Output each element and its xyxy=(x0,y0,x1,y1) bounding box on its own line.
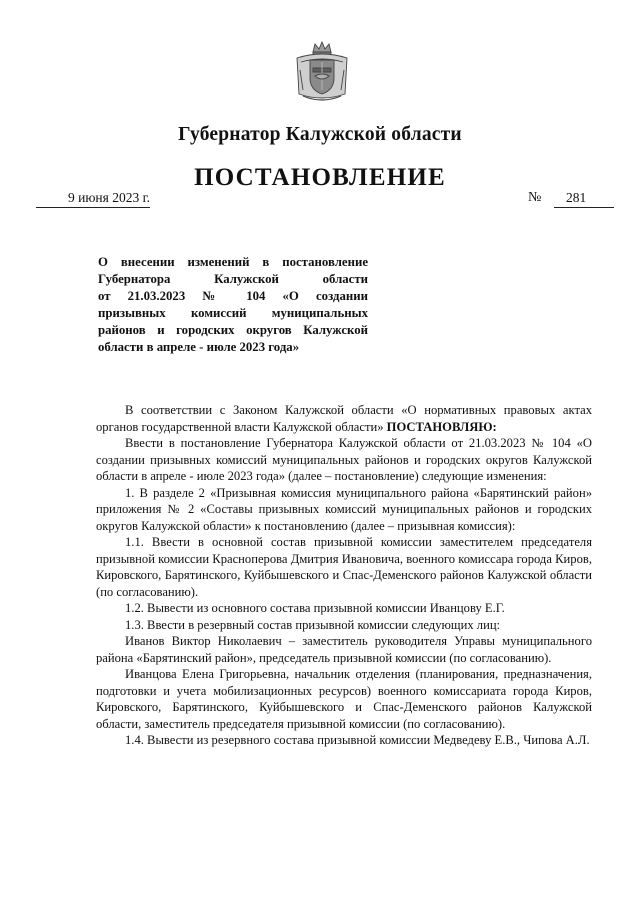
issuer-title: Губернатор Калужской области xyxy=(178,124,462,145)
document-subject xyxy=(98,254,368,356)
document-date: 9 июня 2023 г. xyxy=(36,190,150,208)
document-body xyxy=(96,402,592,749)
body-paragraph: Иванцова Елена Григорьевна, начальник отделения (планирования, предназначения, подготовки и учета мобилизационных ресурсов) военного комиссариата города Киров, Кировского, Барятинского, Куйбышевского и Спас-Деменского районов Калужской области, заместитель председателя призывной комиссии (по согласованию). xyxy=(96,667,592,731)
body-paragraph: 1. В разделе 2 «Призывная комиссия муниципального района «Барятинский район» приложения № 2 «Составы призывных комиссий муниципальных районов и городских округов Калужской области» к постановлению (далее – призывная комиссия): xyxy=(96,485,592,533)
subject-line: районов и городских округов Калужской xyxy=(98,323,368,337)
number-label: № xyxy=(528,190,542,205)
resolve-keyword: ПОСТАНОВЛЯЮ: xyxy=(386,419,497,434)
body-paragraph: 1.2. Вывести из основного состава призывной комиссии Иванцову Е.Г. xyxy=(125,601,505,615)
body-paragraph: Иванов Виктор Николаевич – заместитель руководителя Управы муниципального района «Барятинский район», председатель призывной комиссии (по согласованию). xyxy=(96,634,592,665)
preamble-text: В соответствии с Законом Калужской области «О нормативных правовых актах органов государственной власти Калужской области» xyxy=(96,403,592,434)
document-number: 281 xyxy=(554,190,614,208)
subject-line: от 21.03.2023 № 104 «О создании xyxy=(98,289,368,303)
body-paragraph: Ввести в постановление Губернатора Калужской области от 21.03.2023 № 104 «О создании призывных комиссий муниципальных районов и городских округов Калужской области в апреле - июле 2023 года» (далее – постановление) следующие изменения: xyxy=(96,436,592,483)
body-paragraph: 1.3. Ввести в резервный состав призывной комиссии следующих лиц: xyxy=(125,617,501,632)
body-paragraph: 1.1. Ввести в основной состав призывной комиссии заместителем председателя призывной комиссии Красноперова Дмитрия Ивановича, военного комиссара города Киров, Кировского, Барятинского, Куйбышевского и Спас-Деменского районов Калужской области (по согласованию). xyxy=(96,535,592,599)
subject-line: Губернатора Калужской области xyxy=(98,272,368,286)
body-paragraph: 1.4. Вывести из резервного состава призывной комиссии Медведеву Е.В., Чипова А.Л. xyxy=(125,733,590,747)
kaluga-coat-of-arms-icon xyxy=(289,38,355,104)
subject-line: области в апреле - июле 2023 года» xyxy=(98,340,300,354)
subject-line: призывных комиссий муниципальных xyxy=(98,306,368,320)
preamble-paragraph xyxy=(96,402,592,435)
subject-line: О внесении изменений в постановление xyxy=(98,255,368,269)
document-type: ПОСТАНОВЛЕНИЕ xyxy=(194,164,446,191)
